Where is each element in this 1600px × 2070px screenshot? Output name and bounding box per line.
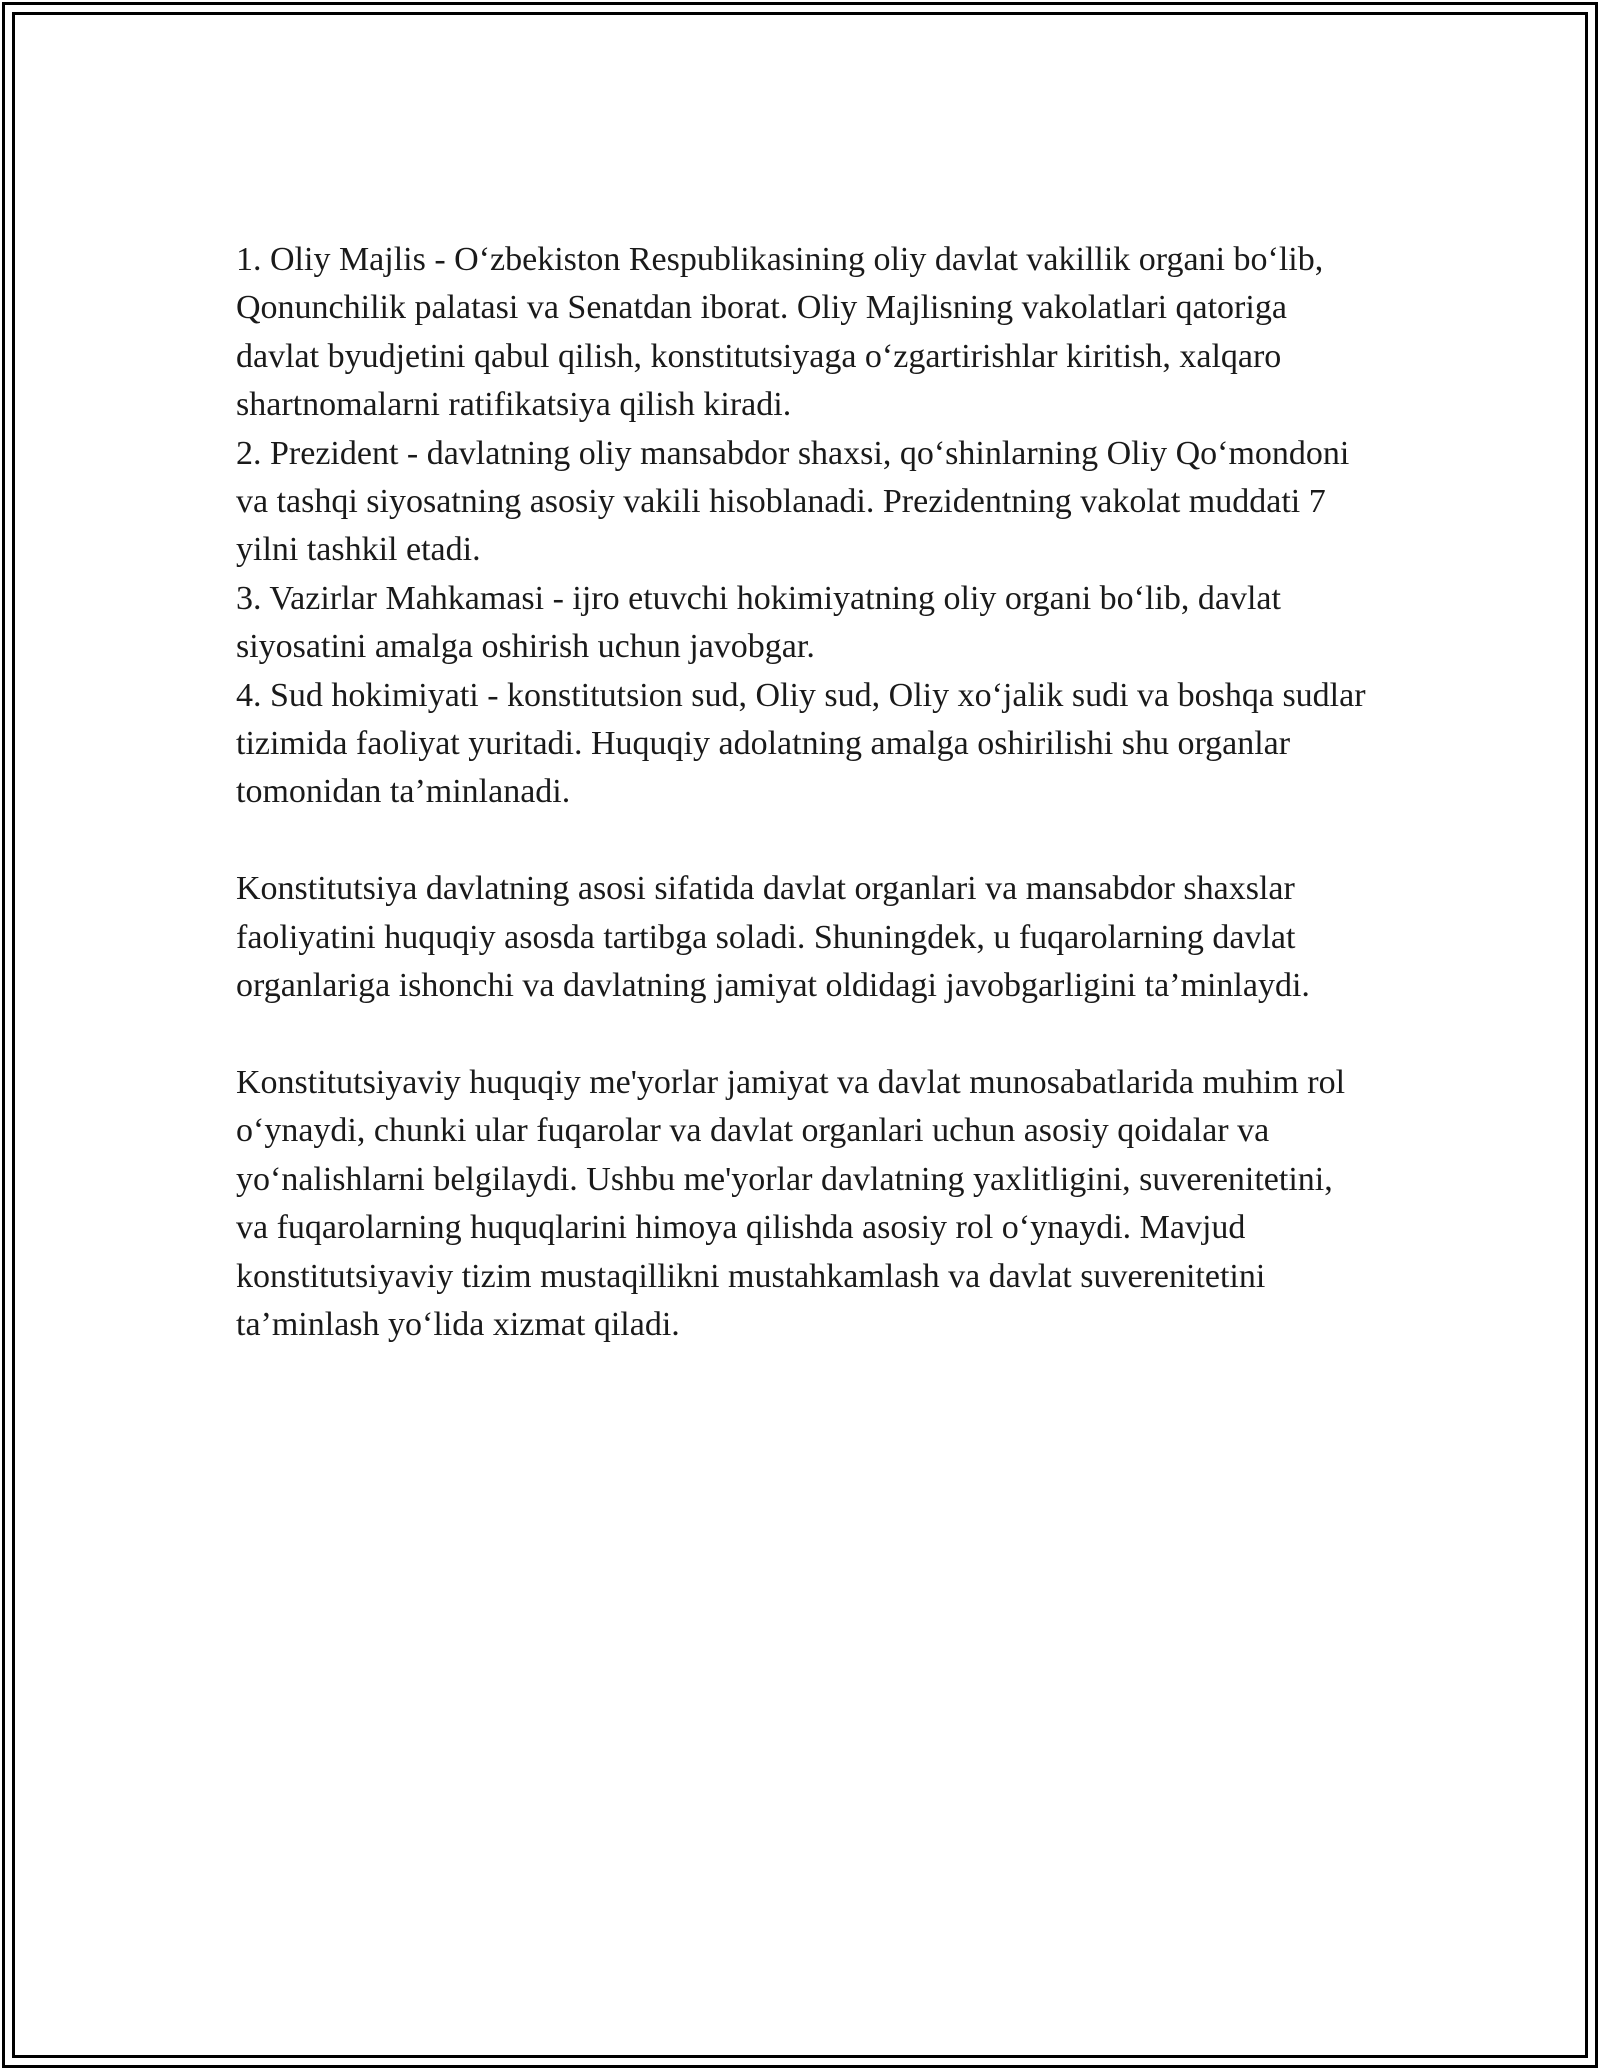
list-item-3: 3. Vazirlar Mahkamasi - ijro etuvchi hokimiyatning oliy organi bo‘lib, davlat siyosatini amalga oshirish uchun javobgar.	[236, 579, 1281, 666]
list-item-4: 4. Sud hokimiyati - konstitutsion sud, Oliy sud, Oliy xo‘jalik sudi va boshqa sudlar tizimida faoliyat yuritadi. Huquqiy adolatning amalga oshirilishi shu organlar tomonidan ta’minlanadi.	[236, 676, 1366, 811]
list-item-2: 2. Prezident - davlatning oliy mansabdor shaxsi, qo‘shinlarning Oliy Qo‘mondoni va tashqi siyosatning asosiy vakili hisoblanadi. Prezidentning vakolat muddati 7 yilni tashkil etadi.	[236, 434, 1350, 569]
paragraph-spacer	[236, 817, 1366, 865]
paragraph-constitutional-norms: Konstitutsiyaviy huquqiy me'yorlar jamiyat va davlat munosabatlarida muhim rol o‘ynaydi, chunki ular fuqarolar va davlat organlari uchun asosiy qoidalar va yo‘nalishlarni belgilaydi. Ushbu me'yorlar davlatning yaxlitligini, suverenitetini, va fuqarolarning huquqlarini himoya qilishda asosiy rol o‘ynaydi. Mavjud konstitutsiyaviy tizim mustaqillikni mustahkamlash va davlat suverenitetini ta’minlash yo‘lida xizmat qiladi.	[236, 1063, 1346, 1343]
document-body	[236, 236, 1366, 1349]
paragraph-spacer	[236, 1010, 1366, 1058]
paragraph-constitution-basis: Konstitutsiya davlatning asosi sifatida davlat organlari va mansabdor shaxslar faoliyatini huquqiy asosda tartibga soladi. Shuningdek, u fuqarolarning davlat organlariga ishonchi va davlatning jamiyat oldidagi javobgarligini ta’minlaydi.	[236, 870, 1310, 1005]
list-item-1: 1. Oliy Majlis - O‘zbekiston Respublikasining oliy davlat vakillik organi bo‘lib, Qonunchilik palatasi va Senatdan iborat. Oliy Majlisning vakolatlari qatoriga davlat byudjetini qabul qilish, konstitutsiyaga o‘zgartirishlar kiritish, xalqaro shartnomalarni ratifikatsiya qilish kiradi.	[236, 241, 1324, 424]
